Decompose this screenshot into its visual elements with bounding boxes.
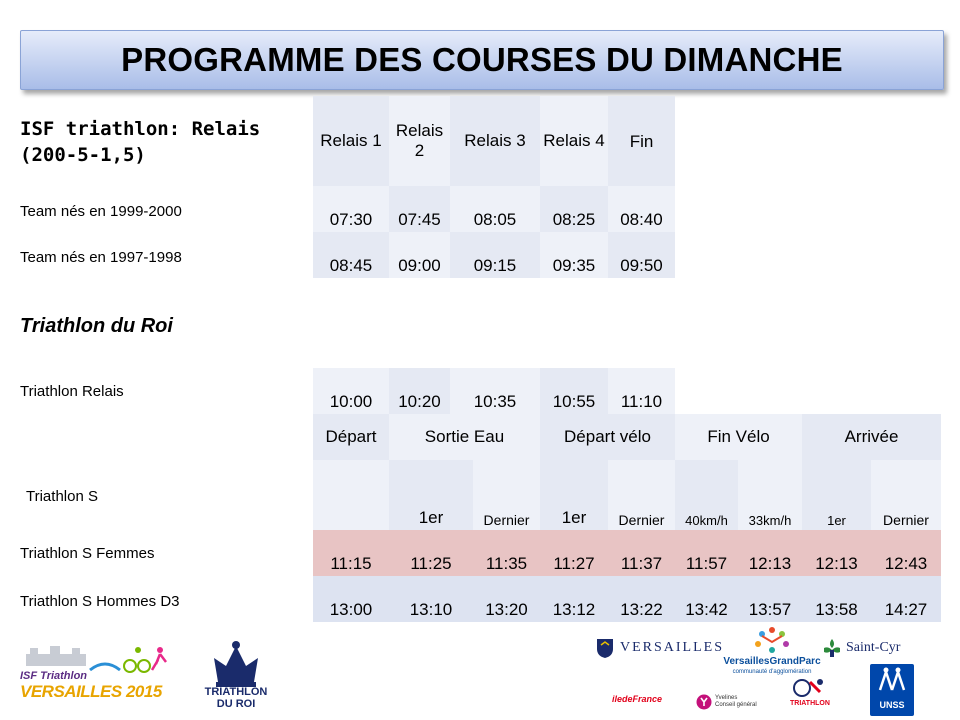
isf-small-text: ISF Triathlon	[20, 670, 88, 682]
isf-r1-c2: 07:45	[389, 186, 450, 232]
isf-r1-c4: 08:25	[540, 186, 608, 232]
roi-relais-c5: 11:10	[608, 368, 675, 414]
roi-logo-text	[196, 686, 276, 710]
fleur-de-lis-icon	[822, 638, 842, 658]
yvelines-y-icon	[696, 694, 712, 710]
roi-logo-line2: DU ROI	[216, 698, 256, 710]
isf-r2-c5: 09:50	[608, 232, 675, 278]
roi-sub-33kmh: 33km/h	[738, 460, 802, 530]
roi-header-sortie-eau: Sortie Eau	[389, 414, 540, 460]
isf-heading	[20, 116, 260, 168]
versailles-text: VERSAILLES	[620, 640, 724, 655]
roi-femmes-c3: 11:35	[473, 530, 540, 576]
ile-de-france-logo: iledeFrance	[612, 694, 663, 704]
isf-r1-c3: 08:05	[450, 186, 540, 232]
roi-sub-40kmh: 40km/h	[675, 460, 738, 530]
triathlete-icon	[790, 676, 830, 700]
roi-relais-c2: 10:20	[389, 368, 450, 414]
roi-femmes-c5: 11:37	[608, 530, 675, 576]
roi-femmes-c1: 11:15	[313, 530, 389, 576]
versailles-logo	[596, 636, 726, 660]
roi-relais-label: Triathlon Relais	[20, 383, 124, 400]
ffl-triathlon-logo	[790, 676, 840, 714]
unss-figures-icon	[870, 664, 914, 698]
roi-hommes-c2: 13:10	[389, 576, 473, 622]
saint-cyr-logo	[822, 636, 922, 660]
yvelines-text	[715, 695, 757, 709]
isf-heading-line1: ISF triathlon: Relais	[20, 118, 261, 140]
roi-header-arrivee: Arrivée	[802, 414, 941, 460]
roi-header-depart-velo: Départ vélo	[540, 414, 675, 460]
roi-femmes-c9: 12:43	[871, 530, 941, 576]
isf-versailles-logo	[20, 640, 170, 710]
roi-sub-arrivee-dernier: Dernier	[871, 460, 941, 530]
roi-sub-velo-1er: 1er	[540, 460, 608, 530]
roi-heading: Triathlon du Roi	[20, 315, 173, 337]
roi-hommes-c6: 13:42	[675, 576, 738, 622]
vgp-text: VersaillesGrandParc	[723, 656, 821, 667]
unss-text: UNSS	[879, 700, 905, 710]
roi-relais-c3: 10:35	[450, 368, 540, 414]
ffl-triathlon-text: TRIATHLON	[790, 700, 830, 707]
roi-sub-velo-dernier: Dernier	[608, 460, 675, 530]
roi-hommes-c9: 14:27	[871, 576, 941, 622]
roi-header-depart: Départ	[313, 414, 389, 460]
isf-r2-c1: 08:45	[313, 232, 389, 278]
roi-femmes-label: Triathlon S Femmes	[20, 545, 155, 562]
roi-hommes-c8: 13:58	[802, 576, 871, 622]
roi-hommes-label: Triathlon S Hommes D3	[20, 593, 180, 610]
isf-header-fin: Fin	[608, 96, 675, 186]
isf-r2-c3: 09:15	[450, 232, 540, 278]
roi-relais-c1: 10:00	[313, 368, 389, 414]
isf-r1-c5: 08:40	[608, 186, 675, 232]
roi-femmes-c4: 11:27	[540, 530, 608, 576]
versailles-grand-parc-logo	[722, 622, 822, 684]
roi-femmes-c7: 12:13	[738, 530, 802, 576]
shield-crest-icon	[596, 637, 614, 659]
unss-logo	[870, 664, 914, 716]
people-circle-icon	[722, 622, 822, 656]
roi-femmes-c8: 12:13	[802, 530, 871, 576]
roi-femmes-c6: 11:57	[675, 530, 738, 576]
isf-row2-label: Team nés en 1997-1998	[20, 249, 182, 266]
isf-header-relais3: Relais 3	[450, 96, 540, 186]
isf-heading-line2: (200-5-1,5)	[20, 144, 146, 166]
yvelines-sub: Conseil général	[715, 702, 757, 708]
roi-s-label: Triathlon S	[26, 488, 98, 505]
roi-sub-empty	[313, 460, 389, 530]
yvelines-name: Yvelines	[715, 695, 738, 701]
isf-header-relais1: Relais 1	[313, 96, 389, 186]
roi-sub-arrivee-1er: 1er	[802, 460, 871, 530]
roi-sub-sortie-1er: 1er	[389, 460, 473, 530]
crown-icon	[196, 638, 276, 688]
isf-r1-c1: 07:30	[313, 186, 389, 232]
roi-hommes-c3: 13:20	[473, 576, 540, 622]
saint-cyr-text: Saint-Cyr	[846, 640, 901, 655]
roi-hommes-c5: 13:22	[608, 576, 675, 622]
roi-relais-c4: 10:55	[540, 368, 608, 414]
isf-big-text: VERSAILLES 2015	[20, 682, 162, 701]
isf-row1-label: Team nés en 1999-2000	[20, 203, 182, 220]
title-banner	[20, 30, 944, 90]
roi-femmes-c2: 11:25	[389, 530, 473, 576]
roi-hommes-c4: 13:12	[540, 576, 608, 622]
vgp-sub-text: communauté d'agglomération	[732, 669, 812, 675]
roi-sub-sortie-dernier: Dernier	[473, 460, 540, 530]
triathlon-du-roi-logo	[196, 638, 276, 716]
page-title: PROGRAMME DES COURSES DU DIMANCHE	[121, 41, 843, 78]
isf-r2-c4: 09:35	[540, 232, 608, 278]
roi-logo-line1: TRIATHLON	[204, 686, 268, 698]
isf-header-relais2: Relais 2	[389, 96, 450, 186]
roi-hommes-c1: 13:00	[313, 576, 389, 622]
isf-header-relais4: Relais 4	[540, 96, 608, 186]
yvelines-logo	[696, 690, 766, 714]
roi-hommes-c7: 13:57	[738, 576, 802, 622]
isf-r2-c2: 09:00	[389, 232, 450, 278]
roi-header-fin-velo: Fin Vélo	[675, 414, 802, 460]
